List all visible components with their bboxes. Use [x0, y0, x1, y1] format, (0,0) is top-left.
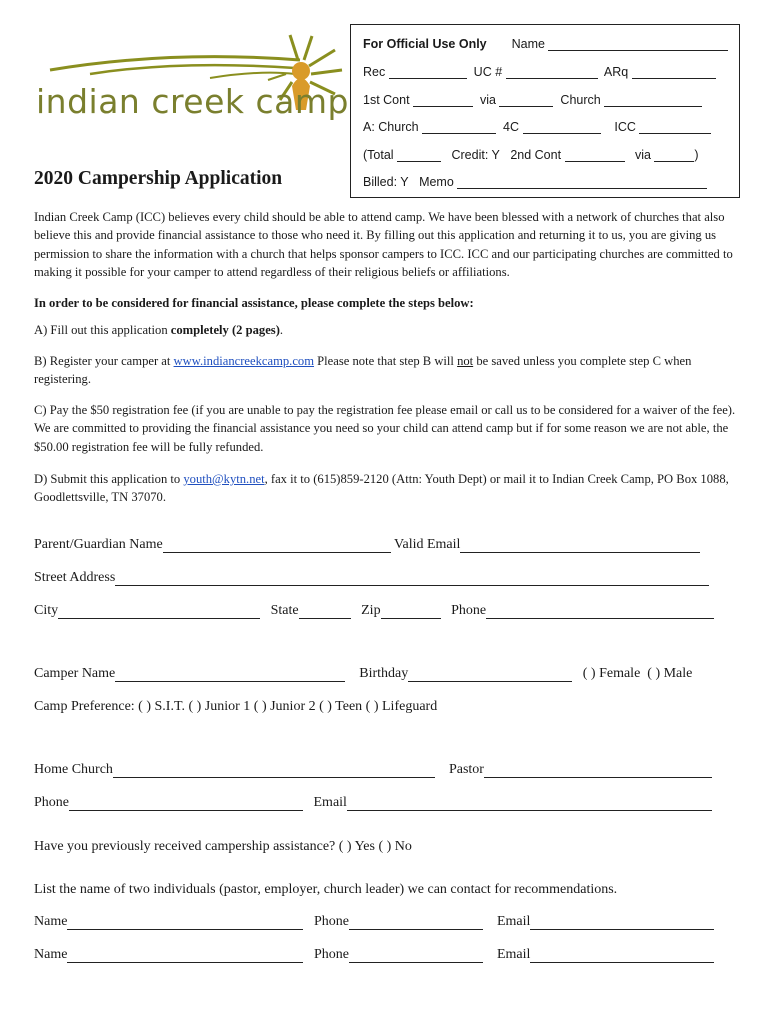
ref1-phone-field[interactable] — [349, 915, 483, 930]
four-c-blank[interactable] — [523, 119, 601, 134]
a-church-blank[interactable] — [422, 119, 496, 134]
via2-blank[interactable] — [654, 147, 694, 162]
uc-label: UC # — [473, 65, 503, 79]
email-link[interactable]: youth@kytn.net — [183, 472, 265, 486]
ref1-email-label: Email — [496, 914, 531, 929]
ref1-name-label: Name — [34, 914, 68, 929]
arq-label: ARq — [603, 65, 629, 79]
phone2-field[interactable] — [69, 796, 303, 811]
a-church-label: A: Church — [363, 120, 419, 134]
website-link[interactable]: www.indiancreekcamp.com — [173, 354, 315, 368]
city-label: City — [34, 603, 59, 618]
street-label: Street Address — [34, 570, 116, 585]
valid-email-field[interactable] — [460, 538, 700, 553]
ref2-email-field[interactable] — [530, 948, 714, 963]
step-b — [34, 352, 736, 389]
phone-label: Phone — [451, 603, 487, 618]
via-blank[interactable] — [499, 92, 553, 107]
step-b-end: be saved unless you complete step C when registering. — [34, 354, 692, 387]
parent-name-label: Parent/Guardian Name — [34, 537, 163, 552]
uc-blank[interactable] — [506, 64, 598, 79]
total-label: (Total — [363, 148, 394, 162]
official-use-heading: For Official Use Only — [363, 37, 487, 51]
ref2-name-label: Name — [34, 947, 68, 962]
first-cont-blank[interactable] — [413, 92, 473, 107]
valid-email-label: Valid Email — [393, 537, 461, 552]
email-label: Email — [313, 795, 347, 810]
second-cont-blank[interactable] — [565, 147, 625, 162]
official-use-box — [350, 24, 740, 198]
pastor-label: Pastor — [448, 762, 484, 777]
total-blank[interactable] — [397, 147, 441, 162]
email-field[interactable] — [347, 796, 712, 811]
step-b-mid: Please note that step B will — [314, 354, 458, 368]
arq-blank[interactable] — [632, 64, 716, 79]
previous-assistance-question[interactable]: Have you previously received campership assistance? ( ) Yes ( ) No — [34, 839, 412, 854]
intro-paragraph: Indian Creek Camp (ICC) believes every child should be able to attend camp. We have been blessed with a network of churches that also believe this and provide financial assistance to those who need it. By filling out this application and returning it to us, you are giving us permission to share the information with a church that helps sponsor campers to ICC. ICC and our participating churches are committed to making it possible for your camper to attend regardless of their religious beliefs or affiliations. — [34, 210, 733, 280]
pastor-field[interactable] — [484, 763, 712, 778]
step-d — [34, 470, 736, 507]
city-field[interactable] — [58, 604, 260, 619]
ref2-email-label: Email — [496, 947, 531, 962]
ref2-name-field[interactable] — [67, 948, 303, 963]
step-a — [34, 321, 736, 339]
male-option[interactable]: ( ) Male — [647, 666, 693, 681]
ref1-name-field[interactable] — [67, 915, 303, 930]
steps-heading: In order to be considered for financial assistance, please complete the steps below: — [34, 296, 474, 310]
step-a-bold: completely (2 pages) — [170, 323, 280, 337]
close-paren: ) — [694, 148, 699, 162]
ref1-email-field[interactable] — [530, 915, 714, 930]
zip-field[interactable] — [381, 604, 441, 619]
page-title: 2020 Campership Application — [34, 168, 283, 189]
ref1-phone-label: Phone — [313, 914, 349, 929]
camper-name-label: Camper Name — [34, 666, 116, 681]
via-label: via — [480, 93, 496, 107]
memo-label: Memo — [419, 175, 454, 189]
logo-wordmark: indian creek camp — [36, 82, 349, 121]
zip-label: Zip — [361, 603, 381, 618]
credit-label: Credit: Y — [451, 148, 500, 162]
step-a-end: . — [279, 323, 284, 337]
references-instruction: List the name of two individuals (pastor, employer, church leader) we can contact for recommendations. — [34, 882, 618, 897]
birthday-field[interactable] — [408, 667, 572, 682]
icc-label: ICC — [614, 120, 636, 134]
camp-preference-options[interactable]: Camp Preference: ( ) S.I.T. ( ) Junior 1 ( ) Junior 2 ( ) Teen ( ) Lifeguard — [34, 699, 438, 714]
via2-label: via — [634, 148, 651, 162]
church-label: Church — [560, 93, 601, 107]
camper-name-field[interactable] — [115, 667, 345, 682]
step-b-text: B) Register your camper at — [34, 354, 174, 368]
church-blank[interactable] — [604, 92, 702, 107]
female-option[interactable]: ( ) Female — [582, 666, 641, 681]
step-a-text: A) Fill out this application — [34, 323, 171, 337]
parent-name-field[interactable] — [163, 538, 391, 553]
four-c-label: 4C — [503, 120, 520, 134]
icc-blank[interactable] — [639, 119, 711, 134]
second-cont-label: 2nd Cont — [510, 148, 562, 162]
official-name-label: Name — [511, 37, 545, 51]
home-church-field[interactable] — [113, 763, 435, 778]
ref2-phone-label: Phone — [313, 947, 349, 962]
state-field[interactable] — [299, 604, 351, 619]
step-c: C) Pay the $50 registration fee (if you are unable to pay the registration fee please email or call us to be considered for a waiver of the fee). We are committed to providing the financial assistance you need so your child can attend camp but if for some reason we are not able, the $50.00 registration fee will be fully refunded. — [34, 403, 736, 454]
billed-label: Billed: Y — [363, 175, 409, 189]
phone2-label: Phone — [34, 795, 69, 810]
rec-label: Rec — [363, 65, 386, 79]
ref2-phone-field[interactable] — [349, 948, 483, 963]
street-field[interactable] — [115, 571, 709, 586]
memo-blank[interactable] — [457, 174, 707, 189]
step-d-end: , fax it to (615)859-2120 (Attn: Youth Dept) or mail it to Indian Creek Camp, PO Box 1088, Goodlettsville, TN 37070. — [34, 472, 729, 505]
first-cont-label: 1st Cont — [363, 93, 410, 107]
state-label: State — [270, 603, 299, 618]
step-b-not: not — [457, 354, 474, 368]
rec-blank[interactable] — [389, 64, 467, 79]
step-d-text: D) Submit this application to — [34, 472, 184, 486]
home-church-label: Home Church — [34, 762, 113, 777]
official-name-blank[interactable] — [548, 36, 728, 51]
phone-field[interactable] — [486, 604, 714, 619]
birthday-label: Birthday — [359, 666, 409, 681]
